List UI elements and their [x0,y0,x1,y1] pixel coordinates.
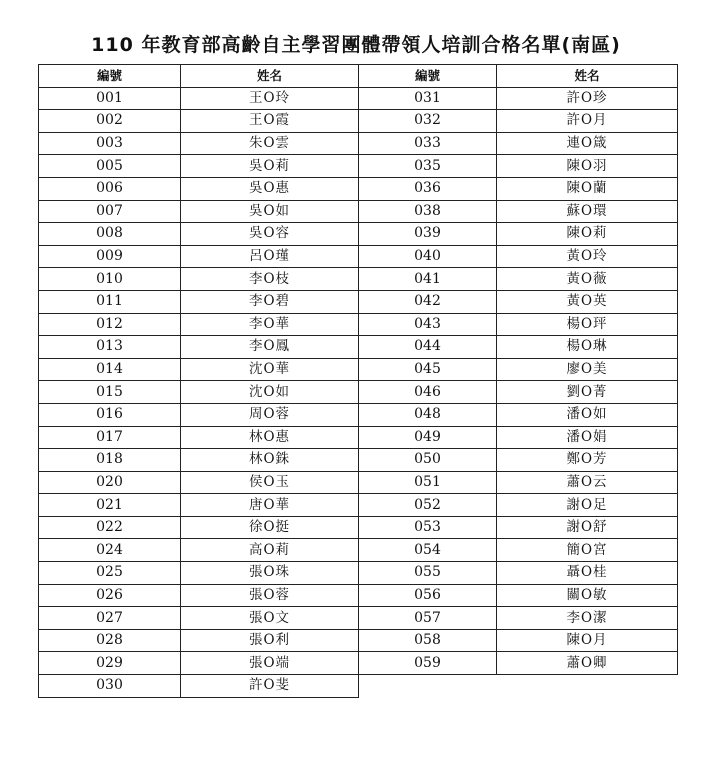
left-id-cell: 029 [39,652,181,675]
table-row [39,675,678,698]
left-name-cell: 李O碧 [181,290,359,313]
left-name-cell: 王O霞 [181,110,359,133]
table-row [39,177,678,200]
right-name-cell: 聶O桂 [497,562,678,585]
right-id-cell: 051 [359,471,497,494]
right-id-cell: 033 [359,132,497,155]
right-name-cell: 楊O玶 [497,313,678,336]
empty-cell [497,675,678,698]
table-row [39,155,678,178]
left-name-cell: 李O華 [181,313,359,336]
left-id-cell: 025 [39,562,181,585]
table-row [39,223,678,246]
table-row [39,245,678,268]
right-id-cell: 059 [359,652,497,675]
right-id-cell: 035 [359,155,497,178]
table-row [39,652,678,675]
right-id-cell: 049 [359,426,497,449]
left-name-cell: 張O蓉 [181,584,359,607]
table-row [39,290,678,313]
table-row [39,629,678,652]
table-row [39,584,678,607]
table-row [39,87,678,110]
header-id-right: 編號 [359,65,497,88]
left-name-cell: 王O玲 [181,87,359,110]
table-row [39,516,678,539]
left-id-cell: 006 [39,177,181,200]
right-name-cell: 陳O月 [497,629,678,652]
document-title: 110 年教育部高齡自主學習團體帶領人培訓合格名單(南區) [91,34,621,56]
table-row [39,539,678,562]
left-id-cell: 022 [39,516,181,539]
right-name-cell: 謝O足 [497,494,678,517]
right-name-cell: 黃O薇 [497,268,678,291]
header-id-left: 編號 [39,65,181,88]
right-id-cell: 056 [359,584,497,607]
header-name-left: 姓名 [181,65,359,88]
right-name-cell: 蘇O環 [497,200,678,223]
left-id-cell: 027 [39,607,181,630]
table-row [39,403,678,426]
right-name-cell: 陳O莉 [497,223,678,246]
table-row [39,313,678,336]
right-name-cell: 潘O娟 [497,426,678,449]
empty-cell [359,675,497,698]
table-row [39,607,678,630]
right-name-cell: 陳O羽 [497,155,678,178]
table-row [39,132,678,155]
left-name-cell: 吳O惠 [181,177,359,200]
table-row [39,268,678,291]
right-id-cell: 046 [359,381,497,404]
left-id-cell: 012 [39,313,181,336]
table-row [39,471,678,494]
right-name-cell: 陳O蘭 [497,177,678,200]
left-name-cell: 林O惠 [181,426,359,449]
table-row [39,562,678,585]
right-name-cell: 廖O美 [497,358,678,381]
left-id-cell: 021 [39,494,181,517]
right-name-cell: 劉O菁 [497,381,678,404]
left-id-cell: 009 [39,245,181,268]
left-name-cell: 沈O如 [181,381,359,404]
right-name-cell: 連O箴 [497,132,678,155]
left-id-cell: 001 [39,87,181,110]
right-id-cell: 058 [359,629,497,652]
left-id-cell: 026 [39,584,181,607]
left-name-cell: 唐O華 [181,494,359,517]
right-id-cell: 057 [359,607,497,630]
roster-table [38,64,678,698]
right-name-cell: 黃O玲 [497,245,678,268]
header-row [39,65,678,88]
right-name-cell: 許O珍 [497,87,678,110]
right-id-cell: 053 [359,516,497,539]
right-name-cell: 謝O舒 [497,516,678,539]
left-name-cell: 吳O容 [181,223,359,246]
right-id-cell: 032 [359,110,497,133]
left-id-cell: 018 [39,449,181,472]
left-name-cell: 高O莉 [181,539,359,562]
table-row [39,358,678,381]
left-id-cell: 013 [39,336,181,359]
roster-body [39,87,678,697]
left-id-cell: 014 [39,358,181,381]
left-name-cell: 李O鳳 [181,336,359,359]
right-name-cell: 楊O琳 [497,336,678,359]
header-name-right: 姓名 [497,65,678,88]
right-id-cell: 042 [359,290,497,313]
right-id-cell: 039 [359,223,497,246]
left-name-cell: 林O銖 [181,449,359,472]
right-name-cell: 簡O宮 [497,539,678,562]
right-name-cell: 鄭O芳 [497,449,678,472]
left-id-cell: 002 [39,110,181,133]
left-name-cell: 呂O瑾 [181,245,359,268]
left-name-cell: 沈O華 [181,358,359,381]
right-name-cell: 潘O如 [497,403,678,426]
left-name-cell: 張O端 [181,652,359,675]
table-row [39,381,678,404]
left-id-cell: 024 [39,539,181,562]
left-name-cell: 張O珠 [181,562,359,585]
left-name-cell: 張O文 [181,607,359,630]
right-id-cell: 031 [359,87,497,110]
left-id-cell: 030 [39,675,181,698]
left-id-cell: 010 [39,268,181,291]
left-id-cell: 015 [39,381,181,404]
left-name-cell: 張O利 [181,629,359,652]
left-id-cell: 003 [39,132,181,155]
left-id-cell: 011 [39,290,181,313]
right-id-cell: 048 [359,403,497,426]
left-name-cell: 吳O如 [181,200,359,223]
right-name-cell: 蕭O卿 [497,652,678,675]
right-name-cell: 蕭O云 [497,471,678,494]
right-id-cell: 043 [359,313,497,336]
right-id-cell: 050 [359,449,497,472]
right-id-cell: 045 [359,358,497,381]
right-id-cell: 041 [359,268,497,291]
left-name-cell: 李O枝 [181,268,359,291]
table-row [39,426,678,449]
left-id-cell: 017 [39,426,181,449]
left-name-cell: 許O斐 [181,675,359,698]
right-id-cell: 052 [359,494,497,517]
right-id-cell: 036 [359,177,497,200]
table-row [39,449,678,472]
right-name-cell: 黃O英 [497,290,678,313]
left-id-cell: 007 [39,200,181,223]
right-name-cell: 關O敏 [497,584,678,607]
right-name-cell: 許O月 [497,110,678,133]
left-id-cell: 005 [39,155,181,178]
right-id-cell: 044 [359,336,497,359]
right-id-cell: 038 [359,200,497,223]
right-id-cell: 040 [359,245,497,268]
right-id-cell: 054 [359,539,497,562]
left-id-cell: 028 [39,629,181,652]
left-name-cell: 周O蓉 [181,403,359,426]
table-row [39,336,678,359]
table-row [39,110,678,133]
left-id-cell: 020 [39,471,181,494]
left-name-cell: 朱O雲 [181,132,359,155]
left-name-cell: 侯O玉 [181,471,359,494]
right-name-cell: 李O潔 [497,607,678,630]
left-name-cell: 吳O莉 [181,155,359,178]
table-row [39,200,678,223]
table-row [39,494,678,517]
right-id-cell: 055 [359,562,497,585]
left-name-cell: 徐O挺 [181,516,359,539]
left-id-cell: 016 [39,403,181,426]
left-id-cell: 008 [39,223,181,246]
